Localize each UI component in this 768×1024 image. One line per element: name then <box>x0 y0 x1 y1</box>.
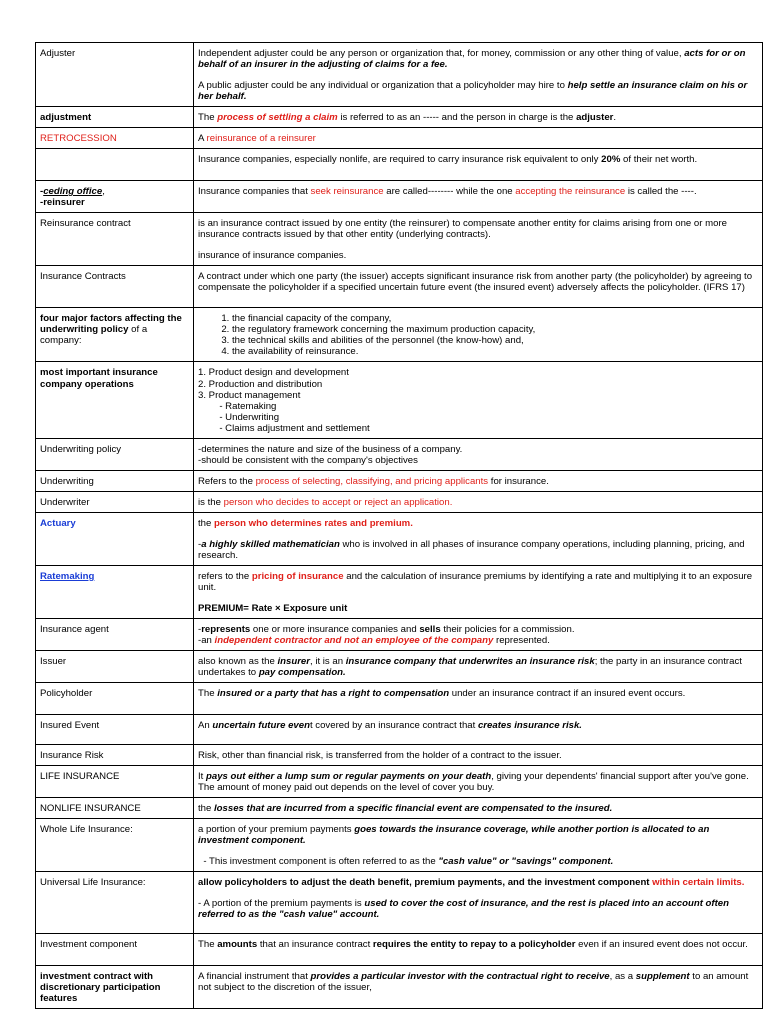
term-cell <box>36 715 194 745</box>
cell-text: creates insurance risk. <box>477 720 582 732</box>
cell-text: is an insurance contract issued by one entity (the reinsurer) to compensate another entity for claims arising from one or more insurance contracts issued by that other entity (underlying contracts). <box>198 218 727 241</box>
cell-text: Underwriting <box>40 475 94 487</box>
term-cell <box>36 683 194 715</box>
cell-text <box>198 624 758 635</box>
cell-text: 2. Production and distribution <box>198 378 323 390</box>
cell-text <box>198 539 758 561</box>
cell-text: pays out either a lump sum or regular payments on your death <box>206 771 492 783</box>
cell-text: Independent adjuster could be any person or organization that, for money, commission or any other thing of value, <box>198 48 685 59</box>
ratemaking-link[interactable]: Ratemaking <box>40 570 95 582</box>
table-row <box>36 966 763 1009</box>
term-cell <box>36 213 194 266</box>
cell-text <box>198 898 758 920</box>
cell-text: A public adjuster could be any individual or organization that a policyholder may hire to <box>198 80 568 92</box>
cell-text: Policyholder <box>40 688 93 700</box>
cell-text: Insurance companies that <box>198 186 311 198</box>
cell-text: provides a particular investor with the contractual right to receive <box>310 971 610 983</box>
cell-text: PREMIUM= Rate × Exposure unit <box>198 602 348 614</box>
cell-text: used to cover the cost of insurance, and the rest is placed into an account often referred to as the "cash value" account. <box>198 898 730 921</box>
term-cell <box>36 934 194 966</box>
table-row <box>36 683 763 715</box>
list-item: 1. the financial capacity of the company, <box>232 313 758 324</box>
cell-text: - Underwriting <box>198 411 280 423</box>
cell-text: the <box>198 517 215 529</box>
cell-text: of their net worth. <box>620 154 698 166</box>
cell-text: is referred to as an ----- and the person in charge is the <box>337 112 577 124</box>
definition-cell <box>194 149 763 181</box>
cell-text: An <box>198 720 213 732</box>
cell-text: "cash value" or "savings" component. <box>438 856 614 868</box>
cell-text: requires the entity to repay to a policyholder <box>372 939 576 951</box>
definition-cell <box>194 362 763 438</box>
cell-text <box>198 518 758 529</box>
cell-text: - <box>198 538 202 550</box>
cell-text: - Claims adjustment and settlement <box>198 422 370 434</box>
term-cell <box>36 565 194 618</box>
definition-cell <box>194 651 763 683</box>
definition-cell <box>194 43 763 107</box>
term-cell <box>36 470 194 491</box>
cell-text: ceding office <box>43 186 103 198</box>
term-cell <box>36 745 194 766</box>
table-row <box>36 266 763 308</box>
cell-text: Insurance Contracts <box>40 271 126 283</box>
definition-cell <box>194 438 763 470</box>
cell-text: insurance company that underwrites an insurance risk <box>345 656 595 668</box>
definition-cell <box>194 128 763 149</box>
cell-text: - <box>198 623 202 635</box>
term-cell <box>36 966 194 1009</box>
cell-text: - A portion of the premium payments is <box>198 898 365 910</box>
cell-text: are called-------- while the one <box>383 186 516 198</box>
cell-text: who is involved in all phases of insurance company operations, including planning, pricing, and research. <box>198 538 745 561</box>
table-row <box>36 512 763 565</box>
definition-cell <box>194 766 763 798</box>
cell-text: process of settling a claim <box>217 112 338 124</box>
table-row <box>36 128 763 149</box>
cell-text: person who determines rates and premium. <box>214 517 413 529</box>
cell-text: one or more insurance companies and <box>250 623 420 635</box>
cell-text: ; the party in an insurance contract undertakes to <box>198 656 742 679</box>
table-row <box>36 651 763 683</box>
definition-cell <box>194 470 763 491</box>
cell-text: for insurance. <box>488 475 549 487</box>
cell-text: The <box>198 112 218 124</box>
cell-text: accepting the reinsurance <box>515 186 626 198</box>
definition-cell <box>194 512 763 565</box>
term-cell <box>36 107 194 128</box>
list-item: 2. the regulatory framework concerning the maximum production capacity, <box>232 324 758 335</box>
cell-text: supplement <box>635 971 690 983</box>
cell-text: to an amount not subject to the discretion of the issuer, <box>198 971 749 994</box>
cell-text: insured or a party that has a right to compensation <box>217 688 450 700</box>
term-cell <box>36 181 194 213</box>
cell-text: Risk, other than financial risk, is transferred from the holder of a contract to the issuer. <box>198 750 562 762</box>
cell-text: , it is an <box>310 656 346 668</box>
factors-list <box>198 313 758 357</box>
cell-text: a highly skilled mathematician <box>201 538 340 550</box>
definition-cell <box>194 819 763 872</box>
cell-text: Adjuster <box>40 48 76 59</box>
term-cell <box>36 149 194 181</box>
cell-text: pricing of insurance <box>251 570 344 582</box>
cell-text: 20% <box>601 154 621 166</box>
definition-cell <box>194 683 763 715</box>
cell-text: help settle an insurance claim on his or her behalf. <box>198 80 748 103</box>
cell-text: The <box>198 688 218 700</box>
cell-text: Insurance agent <box>40 623 109 635</box>
term-cell <box>36 798 194 819</box>
cell-text: is called the ----. <box>625 186 697 198</box>
cell-text: investment contract with discretionary participation features <box>40 971 161 1005</box>
cell-text: -determines the nature and size of the business of a company. <box>198 443 463 455</box>
cell-text: LIFE INSURANCE <box>40 771 120 783</box>
table-row <box>36 798 763 819</box>
cell-text: most important insurance company operations <box>40 367 158 390</box>
cell-text <box>198 856 758 867</box>
cell-text: Underwriting policy <box>40 443 122 455</box>
table-row <box>36 308 763 362</box>
table-row <box>36 715 763 745</box>
table-row <box>36 362 763 438</box>
table-row <box>36 766 763 798</box>
definition-cell <box>194 715 763 745</box>
cell-text: Issuer <box>40 656 67 668</box>
cell-text <box>198 80 758 102</box>
term-cell <box>36 766 194 798</box>
cell-text: - Ratemaking <box>198 400 277 412</box>
term-cell <box>36 362 194 438</box>
cell-text: also known as the <box>198 656 278 668</box>
term-cell <box>36 128 194 149</box>
cell-text: Reinsurance contract <box>40 218 131 230</box>
cell-text: - This investment component is often referred to as the <box>198 856 439 868</box>
cell-text: t covered by an insurance contract that <box>309 720 478 732</box>
table-row <box>36 565 763 618</box>
table-row <box>36 213 763 266</box>
definition-cell <box>194 565 763 618</box>
cell-text: , <box>102 186 105 198</box>
cell-text: Refers to the <box>198 475 256 487</box>
cell-text: Whole Life Insurance: <box>40 824 133 836</box>
cell-text: goes towards the insurance coverage, while another portion is allocated to an investment component. <box>198 824 710 847</box>
term-cell <box>36 872 194 934</box>
term-cell <box>36 618 194 650</box>
definition-cell <box>194 491 763 512</box>
cell-text: Insurance Risk <box>40 750 104 762</box>
definition-cell <box>194 181 763 213</box>
definition-cell <box>194 308 763 362</box>
cell-text: insurer <box>277 656 310 668</box>
cell-text: - <box>40 186 44 198</box>
cell-text: losses that are incurred from a specific financial event are compensated to the insured. <box>214 803 613 815</box>
cell-text: represents <box>201 623 251 635</box>
cell-text: acts for or on behalf of an insurer in the adjusting of claims for a fee. <box>198 48 746 71</box>
cell-text: represented. <box>493 635 550 646</box>
cell-text: their policies for a commission. <box>440 623 575 635</box>
definition-cell <box>194 618 763 650</box>
table-row <box>36 491 763 512</box>
term-cell <box>36 512 194 565</box>
definition-cell <box>194 745 763 766</box>
cell-text: 1. Product design and development <box>198 367 349 379</box>
term-cell <box>36 651 194 683</box>
cell-text: sells <box>419 623 441 635</box>
cell-text: insurance of insurance companies. <box>198 250 347 262</box>
table-row <box>36 470 763 491</box>
definition-cell <box>194 213 763 266</box>
table-row <box>36 438 763 470</box>
table-row <box>36 107 763 128</box>
cell-text: even if an insured event does not occur. <box>575 939 748 951</box>
cell-text: seek reinsurance <box>310 186 384 198</box>
cell-text: uncertain future even <box>212 720 310 732</box>
table-row <box>36 934 763 966</box>
cell-text: Investment component <box>40 939 138 951</box>
cell-text: A <box>198 133 207 145</box>
term-cell <box>36 308 194 362</box>
cell-text: RETROCESSION <box>40 133 117 145</box>
definition-cell <box>194 798 763 819</box>
definition-cell <box>194 872 763 934</box>
table-row <box>36 181 763 213</box>
table-row <box>36 819 763 872</box>
cell-text <box>198 635 758 646</box>
cell-text: is the <box>198 496 224 508</box>
definition-cell <box>194 107 763 128</box>
table-row <box>36 872 763 934</box>
table-row <box>36 149 763 181</box>
cell-text: and the calculation of insurance premiums by identifying a rate and multiplying it to an exposure unit. <box>198 570 753 593</box>
cell-text: The <box>198 939 218 951</box>
cell-text: adjustment <box>40 112 92 124</box>
term-cell <box>36 438 194 470</box>
cell-text: within certain limits. <box>652 877 745 889</box>
table-row <box>36 618 763 650</box>
cell-text: process of selecting, classifying, and pricing applicants <box>255 475 489 487</box>
cell-text <box>198 48 758 70</box>
cell-text: refers to the <box>198 570 252 582</box>
cell-text: reinsurance of a reinsurer <box>206 133 316 145</box>
table-row <box>36 745 763 766</box>
cell-text: A financial instrument that <box>198 971 311 983</box>
cell-text: amounts <box>217 939 258 951</box>
cell-text: , as a <box>609 971 636 983</box>
list-item: 3. the technical skills and abilities of the personnel (the know-how) and, <box>232 335 758 346</box>
cell-text: -reinsurer <box>40 197 85 209</box>
cell-text: allow policyholders to adjust the death benefit, premium payments, and the investment component <box>198 877 653 889</box>
cell-text <box>198 824 758 846</box>
cell-text: pay compensation. <box>258 667 346 679</box>
cell-text: Universal Life Insurance: <box>40 877 146 889</box>
cell-text: . <box>613 112 617 124</box>
cell-text: Insurance companies, especially nonlife, are required to carry insurance risk equivalent to only <box>198 154 602 166</box>
cell-text: that an insurance contract <box>257 939 373 951</box>
term-cell <box>36 43 194 107</box>
table-row <box>36 43 763 107</box>
cell-text: the <box>198 803 215 815</box>
cell-text: -should be consistent with the company's objectives <box>198 454 418 466</box>
term-cell <box>36 819 194 872</box>
cell-text: under an insurance contract if an insured event occurs. <box>449 688 686 700</box>
cell-text: , giving your dependents' financial support after you've gone. The amount of money paid out depends on the level of cover you buy. <box>198 771 749 794</box>
definition-cell <box>194 934 763 966</box>
cell-text: of a company: <box>40 324 148 347</box>
cell-text: A contract under which one party (the issuer) accepts significant insurance risk from another party (the policyholder) by agreeing to compensate the policyholder if a specified uncertain future event (the insured event) adversely affects the policyholder. (IFRS 17) <box>198 271 753 294</box>
glossary-table <box>35 42 763 1009</box>
cell-text: a portion of your premium payments <box>198 824 355 836</box>
cell-text: 3. Product management <box>198 389 301 401</box>
cell-text: Actuary <box>40 517 76 529</box>
cell-text: independent contractor and not an employee of the company <box>214 635 494 646</box>
cell-text: -an <box>198 635 215 646</box>
term-cell <box>36 266 194 308</box>
definition-cell <box>194 266 763 308</box>
cell-text <box>198 877 758 888</box>
cell-text <box>198 571 758 593</box>
definition-cell <box>194 966 763 1009</box>
cell-text: Insured Event <box>40 720 100 732</box>
cell-text: person who decides to accept or reject an application. <box>223 496 453 508</box>
cell-text: Underwriter <box>40 496 90 508</box>
cell-text: It <box>198 771 206 783</box>
cell-text: NONLIFE INSURANCE <box>40 803 141 815</box>
cell-text: four major factors affecting the underwriting policy <box>40 313 182 336</box>
term-cell <box>36 491 194 512</box>
cell-text: adjuster <box>576 112 614 124</box>
list-item: 4. the availability of reinsurance. <box>232 346 758 357</box>
